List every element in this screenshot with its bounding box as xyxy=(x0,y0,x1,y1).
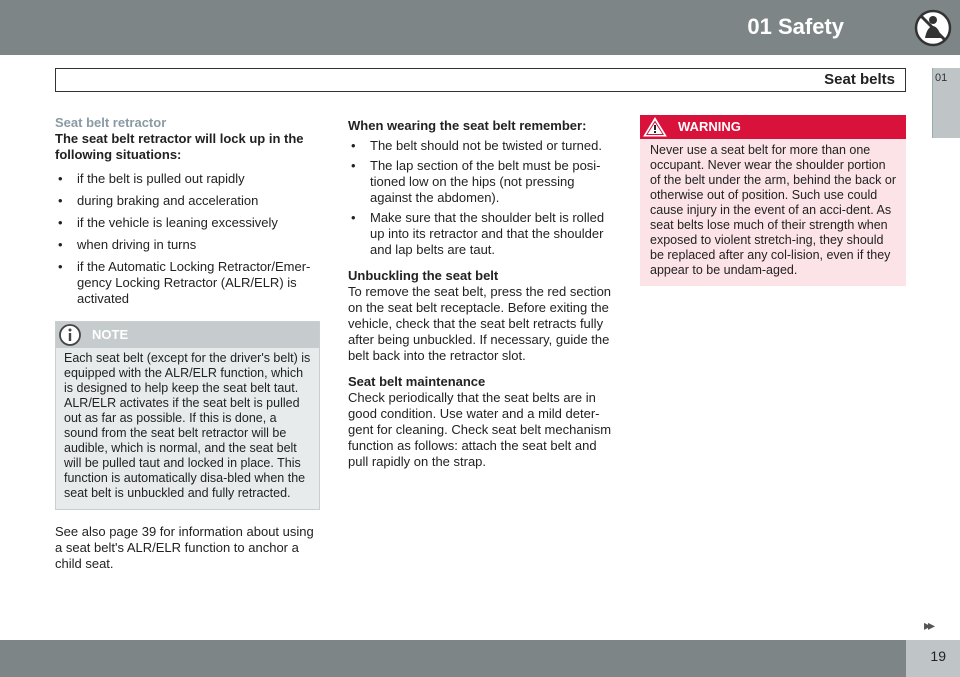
warning-label: WARNING xyxy=(678,119,741,134)
info-icon xyxy=(58,323,82,347)
list-item: • if the Automatic Locking Retractor/Emer-gency Locking Retractor (ALR/ELR) is activated xyxy=(55,259,320,307)
warning-text: Never use a seat belt for more than one occupant. Never wear the shoulder portion of the belt under the arm, behind the back or otherwise out of position. Such use could cause injury in the event of an acci-dent. As seat belts lose much of their strength when exposed to violent stretch-ing, they should be replaced after any col-lision, even if they appear to be undam-aged. xyxy=(650,143,896,277)
footer-band xyxy=(0,640,906,677)
retractor-list xyxy=(55,171,320,307)
remember-heading: When wearing the seat belt remember: xyxy=(348,118,587,133)
no-seatbelt-icon xyxy=(913,8,953,48)
list-item: • if the vehicle is leaning excessively xyxy=(55,215,320,231)
header-band xyxy=(0,0,906,55)
unbuckling-text: To remove the seat belt, press the red section on the seat belt receptacle. Before exiting the vehicle, check that the seat belt retracts fully after being unbuckled. If necessary, guide the belt back into the retractor slot. xyxy=(348,284,612,363)
list-item: • The belt should not be twisted or turned. xyxy=(348,138,614,154)
list-item: • The lap section of the belt must be posi-tioned low on the hips (not pressing against the abdomen). xyxy=(348,158,614,206)
remember-list xyxy=(348,138,614,258)
page-number: 19 xyxy=(930,648,946,664)
note-box xyxy=(55,321,320,510)
note-header xyxy=(56,322,319,348)
retractor-lead: The seat belt retractor will lock up in the following situations: xyxy=(55,131,304,162)
warning-header xyxy=(640,115,906,139)
list-item: • when driving in turns xyxy=(55,237,320,253)
warning-box xyxy=(640,115,906,286)
chapter-title: 01 Safety xyxy=(747,14,844,39)
retractor-subheading: Seat belt retractor xyxy=(55,115,167,130)
list-item: • if the belt is pulled out rapidly xyxy=(55,171,320,187)
maintenance-text: Check periodically that the seat belts are in good condition. Use water and a mild deter-gent for cleaning. Check seat belt mechanism function as follows: attach the seat belt and pull rapidly on the strap. xyxy=(348,390,612,469)
continue-arrows[interactable]: ▸▸ xyxy=(924,617,933,633)
column-3 xyxy=(640,115,906,286)
warning-triangle-icon xyxy=(642,116,668,138)
column-1 xyxy=(55,115,320,572)
maintenance-heading: Seat belt maintenance xyxy=(348,374,486,389)
section-bar xyxy=(55,68,906,92)
note-label: NOTE xyxy=(92,327,129,342)
list-item: • Make sure that the shoulder belt is rolled up into its retractor and that the shoulder and lap belts are taut. xyxy=(348,210,614,258)
chapter-tab[interactable] xyxy=(932,68,960,138)
see-also-text: See also page 39 for information about using a seat belt's ALR/ELR function to anchor a child seat. xyxy=(55,524,314,571)
note-text: Each seat belt (except for the driver's belt) is equipped with the ALR/ELR function, which is designed to help keep the seat belt taut. ALR/ELR activates if the seat belt is pulled out as far as possible. If this is done, a sound from the seat belt retractor will be audible, which is normal, and the seat belt will be pulled taut and locked in place. This function is automatically disa-bled when the seat belt is unbuckled and fully retracted. xyxy=(56,348,319,509)
chapter-tab-label: 01 xyxy=(935,72,948,84)
unbuckling-heading: Unbuckling the seat belt xyxy=(348,268,499,283)
section-title: Seat belts xyxy=(824,71,895,88)
page-number-box xyxy=(906,640,960,677)
chapter-icon-box xyxy=(906,0,960,55)
list-item: • during braking and acceleration xyxy=(55,193,320,209)
column-2 xyxy=(348,118,614,470)
